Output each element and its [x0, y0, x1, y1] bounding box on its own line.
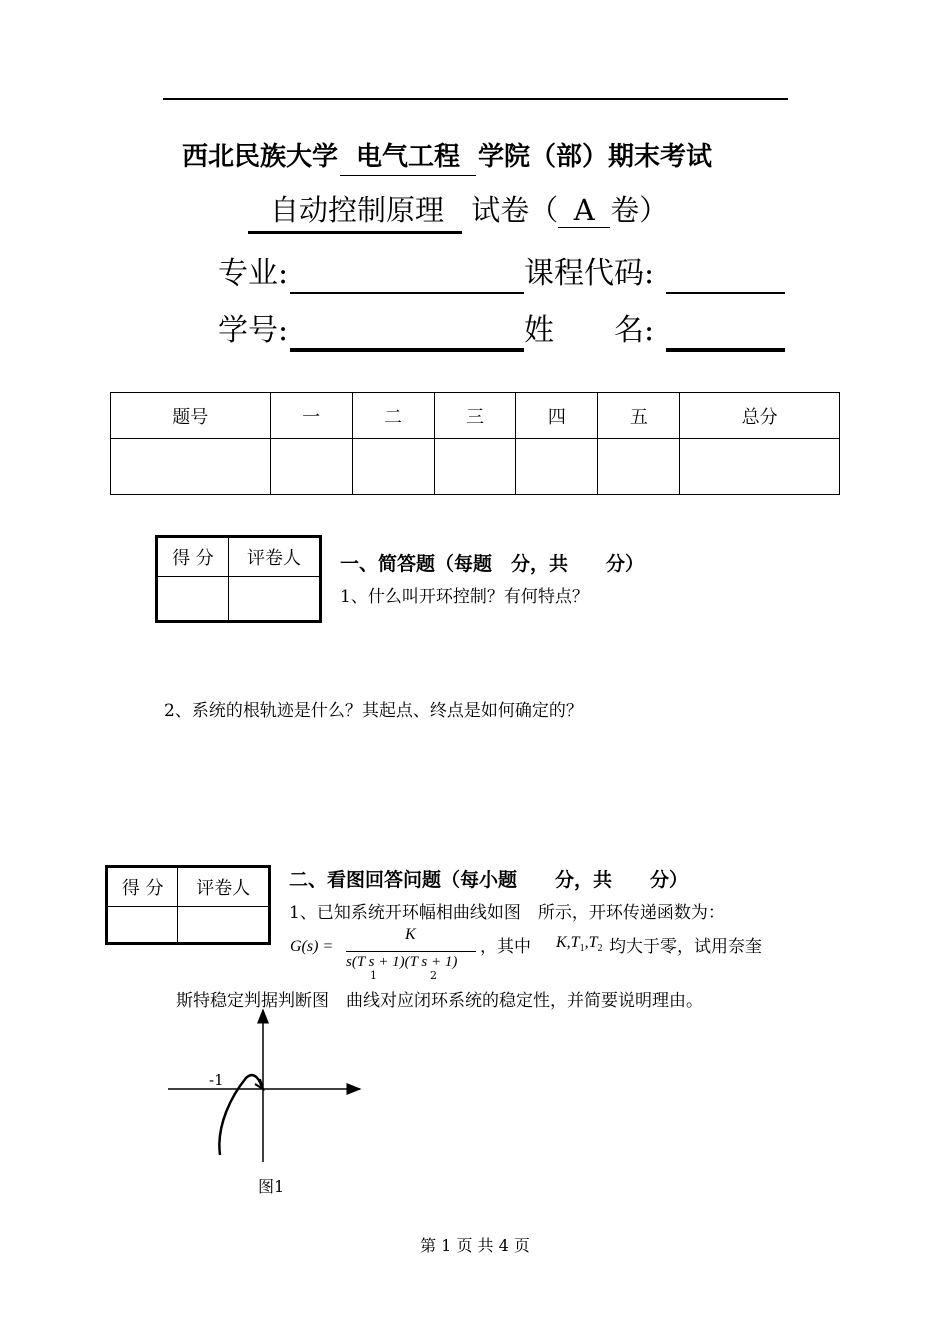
score-cell[interactable]	[516, 439, 598, 495]
section2-marker-box	[105, 865, 271, 945]
section2-question1-line1-end: 均大于零，试用奈奎	[609, 937, 762, 957]
student-id-label: 学号:	[218, 313, 289, 348]
university-name: 西北民族大学	[182, 142, 339, 172]
score-table-value-row	[111, 439, 840, 495]
score-cell[interactable]	[107, 907, 178, 944]
score-header-cell: 一	[270, 393, 352, 439]
formula-lhs: G(s) =	[290, 938, 334, 955]
major-label: 专业:	[218, 256, 289, 291]
formula-where: ，其中	[480, 937, 531, 957]
formula-subscript-1: 1	[370, 969, 377, 982]
section2-question1-line1: 1、已知系统开环幅相曲线如图 所示，开环传递函数为：	[289, 903, 725, 923]
course-code-field[interactable]	[666, 292, 785, 294]
score-cell[interactable]	[434, 439, 516, 495]
score-header-cell: 四	[516, 393, 598, 439]
score-table	[110, 392, 840, 495]
section1-question1: 1、什么叫开环控制？有何特点？	[340, 587, 589, 607]
grader-label: 评卷人	[178, 867, 270, 907]
score-header-cell: 三	[434, 393, 516, 439]
param-list	[556, 934, 602, 954]
title-suffix: 学院（部）期末考试	[478, 142, 713, 172]
score-cell[interactable]	[157, 577, 229, 622]
formula-numerator: K	[405, 926, 416, 943]
param-k-t: K,T	[556, 934, 580, 951]
section1-marker-box	[155, 535, 322, 623]
paper-title	[248, 188, 668, 234]
course-name: 自动控制原理	[248, 188, 462, 234]
score-table-header-row	[111, 393, 840, 439]
grader-cell[interactable]	[178, 907, 270, 944]
nyquist-curve	[219, 1075, 262, 1155]
formula-denominator: s(T s + 1)(T s + 1)	[346, 954, 458, 970]
page-footer: 第 1 页 共 4 页	[420, 1236, 530, 1255]
section1-question2: 2、系统的根轨迹是什么？其起点、终点是如何确定的？	[164, 701, 583, 721]
score-cell[interactable]	[270, 439, 352, 495]
score-header-cell: 五	[598, 393, 680, 439]
nyquist-figure	[150, 1000, 380, 1170]
figure-caption: 图1	[258, 1177, 285, 1196]
major-field[interactable]	[290, 292, 524, 294]
point-label: -1	[209, 1071, 224, 1089]
exam-title	[182, 136, 712, 176]
param-subscript-2: 2	[597, 943, 603, 955]
section2-title: 二、看图回答问题（每小题 分，共 分）	[289, 869, 689, 891]
score-header-cell: 总分	[680, 393, 840, 439]
param-t2: ,T	[584, 934, 598, 951]
score-cell[interactable]	[111, 439, 271, 495]
paper-label: 试卷（	[471, 193, 559, 227]
grader-cell[interactable]	[228, 577, 320, 622]
score-cell[interactable]	[680, 439, 840, 495]
course-code-label: 课程代码:	[524, 256, 655, 291]
section1-title: 一、简答题（每题 分，共 分）	[340, 553, 645, 575]
score-cell[interactable]	[598, 439, 680, 495]
score-label: 得 分	[107, 867, 178, 907]
grader-label: 评卷人	[228, 537, 320, 577]
name-field[interactable]	[666, 348, 785, 352]
paper-type: A	[558, 193, 610, 228]
header-rule	[163, 98, 788, 100]
name-label: 姓 名:	[524, 313, 655, 348]
score-header-cell: 题号	[111, 393, 271, 439]
paper-suffix: 卷）	[610, 193, 669, 227]
score-label: 得 分	[157, 537, 229, 577]
college-name: 电气工程	[340, 136, 476, 176]
score-header-cell: 二	[352, 393, 434, 439]
param-subscript-1: 1	[579, 943, 585, 955]
fraction-bar	[346, 951, 476, 952]
student-id-field[interactable]	[290, 348, 524, 352]
formula-subscript-2: 2	[430, 969, 437, 982]
score-cell[interactable]	[352, 439, 434, 495]
section2-question1-line2: 斯特稳定判据判断图 曲线对应闭环系统的稳定性，并简要说明理由。	[176, 991, 703, 1011]
